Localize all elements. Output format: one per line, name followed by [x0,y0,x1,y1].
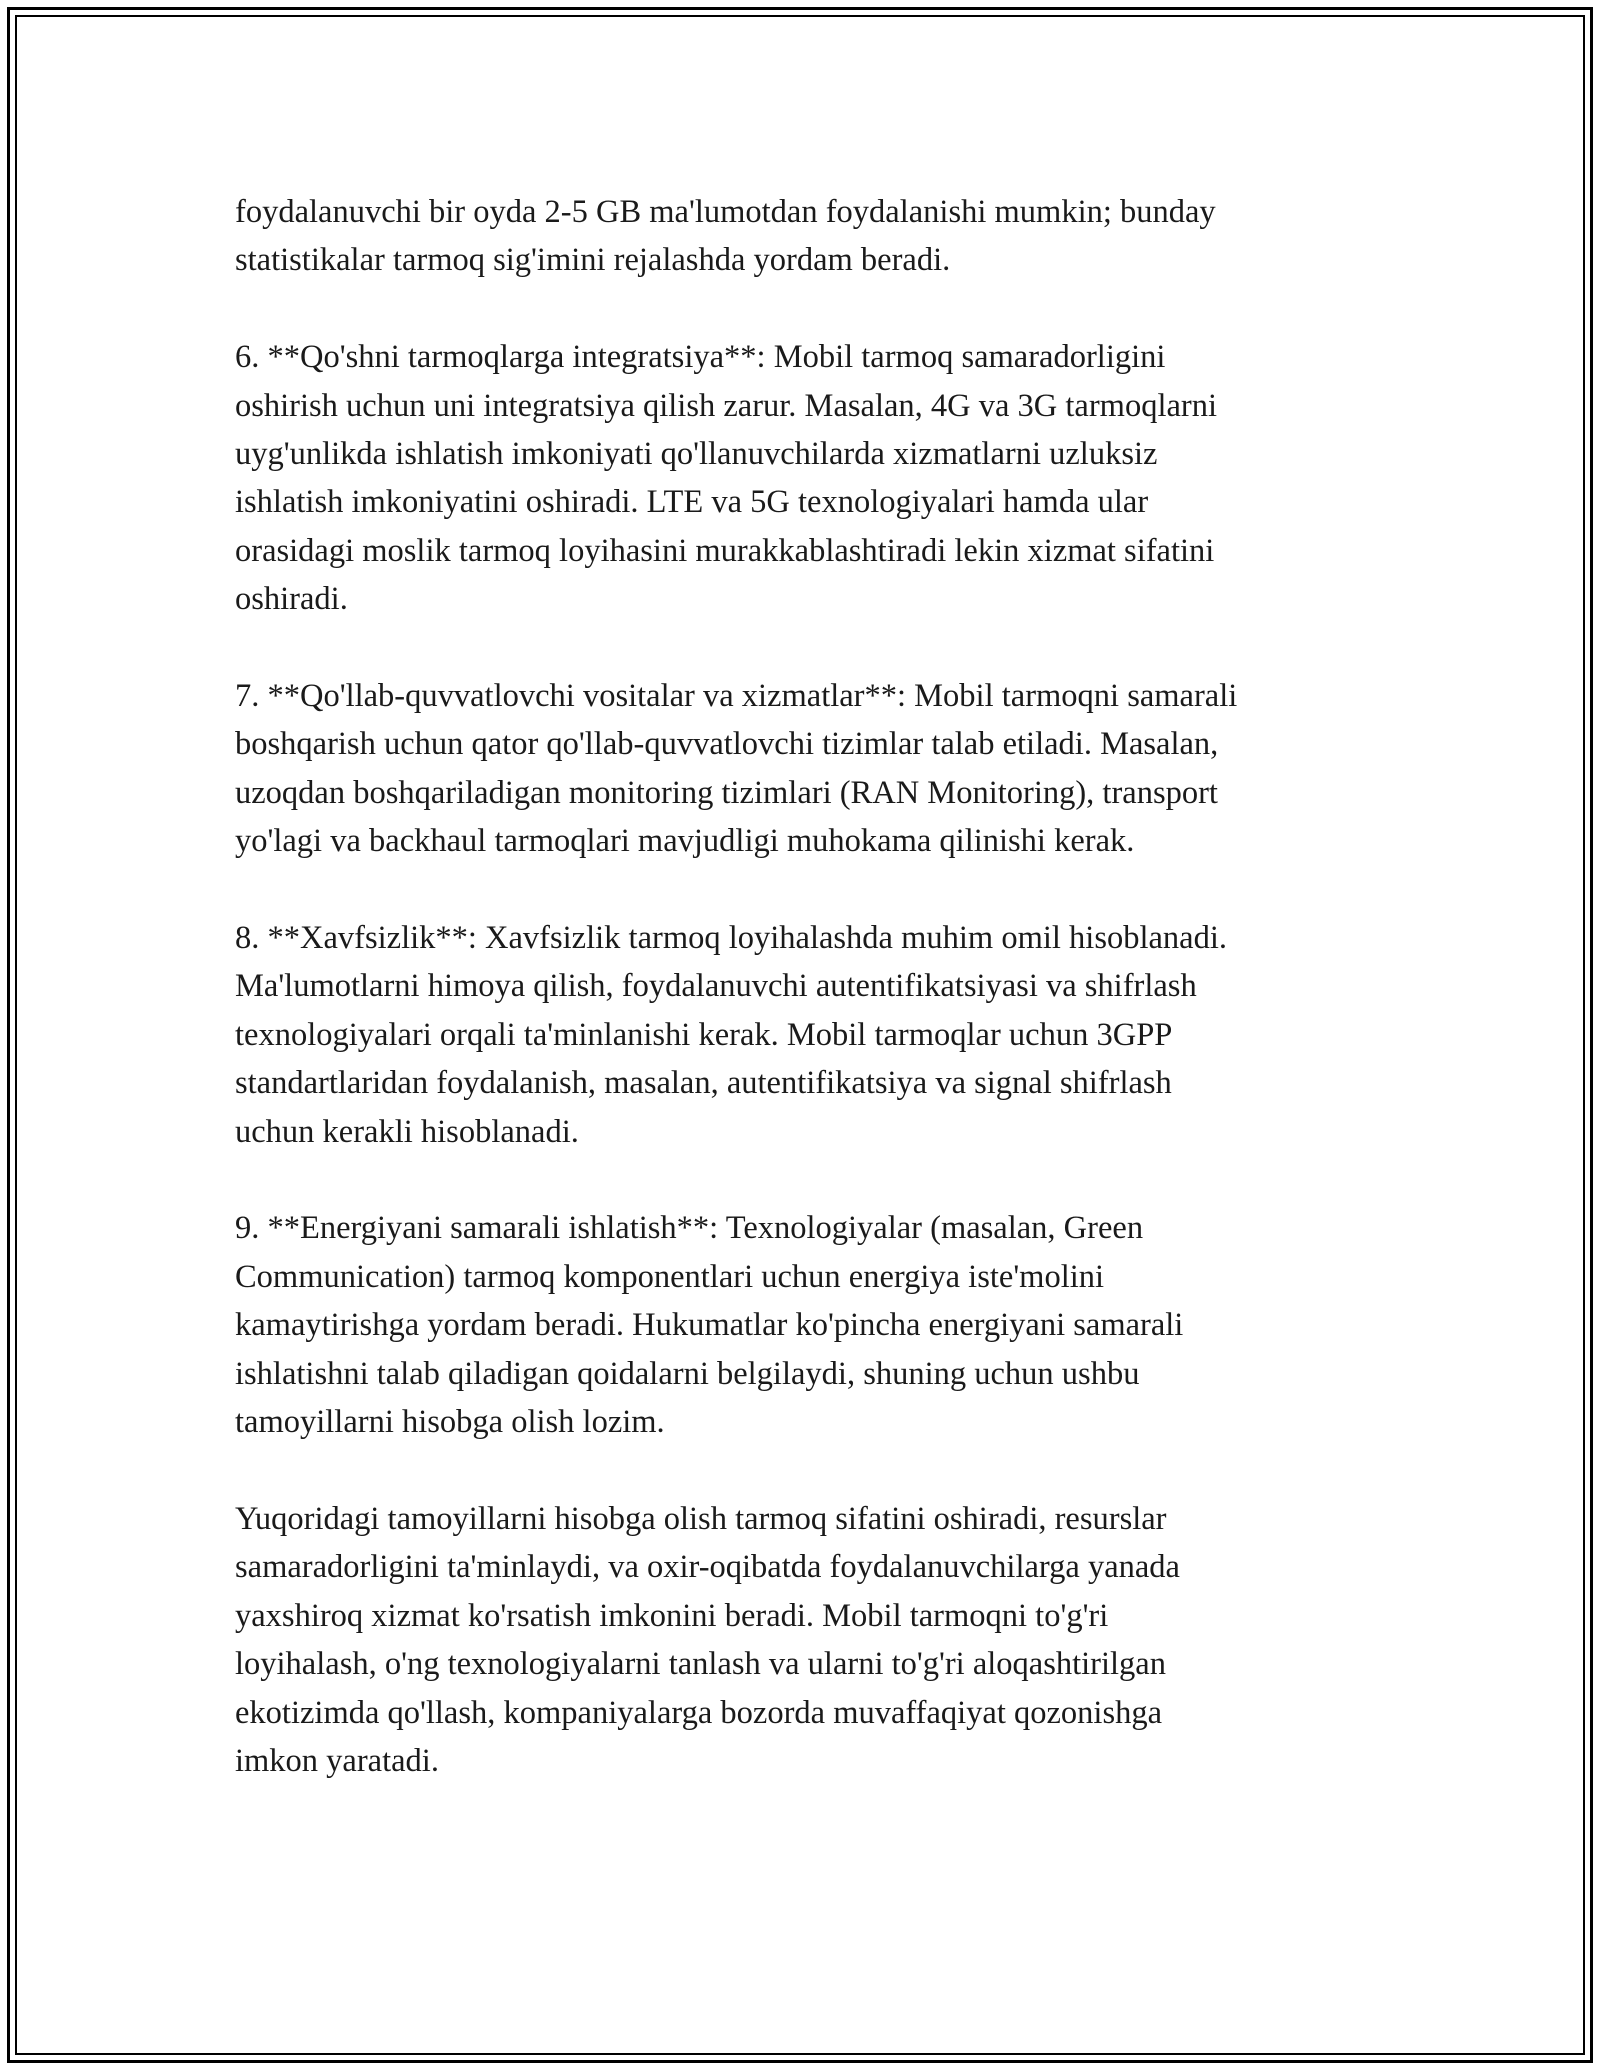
text-line: ekotizimda qo'llash, kompaniyalarga bozorda muvaffaqiyat qozonishga [235,1694,1163,1731]
text-line: 9. **Energiyani samarali ishlatish**: Texnologiyalar (masalan, Green [235,1210,1144,1247]
paragraph-item-6 [235,333,1385,623]
text-line: loyihalash, o'ng texnologiyalarni tanlash va ularni to'g'ri aloqashtirilgan [235,1646,1166,1683]
text-line: uzoqdan boshqariladigan monitoring tizimlari (RAN Monitoring), transport [235,774,1218,811]
text-line: Yuqoridagi tamoyillarni hisobga olish tarmoq sifatini oshiradi, resurslar [235,1500,1167,1537]
text-line: 7. **Qo'llab-quvvatlovchi vositalar va xizmatlar**: Mobil tarmoqni samarali [235,678,1238,715]
text-line: Ma'lumotlarni himoya qilish, foydalanuvchi autentifikatsiyasi va shifrlash [235,968,1197,1005]
document-body [235,188,1385,1834]
paragraph-item-8 [235,914,1385,1156]
text-line: boshqarish uchun qator qo'llab-quvvatlovchi tizimlar talab etiladi. Masalan, [235,726,1219,763]
text-line: 6. **Qo'shni tarmoqlarga integratsiya**: Mobil tarmoq samaradorligini [235,339,1166,376]
text-line: 8. **Xavfsizlik**: Xavfsizlik tarmoq loyihalashda muhim omil hisoblanadi. [235,920,1227,957]
text-line: yaxshiroq xizmat ko'rsatish imkonini beradi. Mobil tarmoqni to'g'ri [235,1597,1109,1634]
text-line: foydalanuvchi bir oyda 2-5 GB ma'lumotdan foydalanishi mumkin; bunday [235,194,1216,230]
text-line: orasidagi moslik tarmoq loyihasini murakkablashtiradi lekin xizmat sifatini [235,532,1215,569]
text-line: yo'lagi va backhaul tarmoqlari mavjudligi muhokama qilinishi kerak. [235,823,1135,860]
paragraph-conclusion [235,1495,1385,1785]
text-line: ishlatish imkoniyatini oshiradi. LTE va 5G texnologiyalari hamda ular [235,484,1149,521]
text-line: uchun kerakli hisoblanadi. [235,1113,579,1150]
text-line: statistikalar tarmoq sig'imini rejalashda yordam beradi. [235,242,951,279]
text-line: uyg'unlikda ishlatish imkoniyati qo'llanuvchilarda xizmatlarni uzluksiz [235,436,1158,473]
text-line: Communication) tarmoq komponentlari uchun energiya iste'molini [235,1258,1105,1295]
text-line: oshirish uchun uni integratsiya qilish zarur. Masalan, 4G va 3G tarmoqlarni [235,387,1218,424]
paragraph-item-7 [235,672,1385,866]
text-line: samaradorligini ta'minlaydi, va oxir-oqibatda foydalanuvchilarga yanada [235,1549,1180,1586]
paragraph-intro-continuation [235,188,1385,285]
text-line: texnologiyalari orqali ta'minlanishi kerak. Mobil tarmoqlar uchun 3GPP [235,1016,1173,1053]
text-line: ishlatishni talab qiladigan qoidalarni belgilaydi, shuning uchun ushbu [235,1355,1140,1392]
paragraph-item-9 [235,1204,1385,1446]
text-line: standartlaridan foydalanish, masalan, autentifikatsiya va signal shifrlash [235,1065,1172,1102]
text-line: oshiradi. [235,581,348,618]
text-line: tamoyillarni hisobga olish lozim. [235,1404,665,1441]
text-line: imkon yaratadi. [235,1742,439,1779]
text-line: kamaytirishga yordam beradi. Hukumatlar ko'pincha energiyani samarali [235,1307,1184,1344]
